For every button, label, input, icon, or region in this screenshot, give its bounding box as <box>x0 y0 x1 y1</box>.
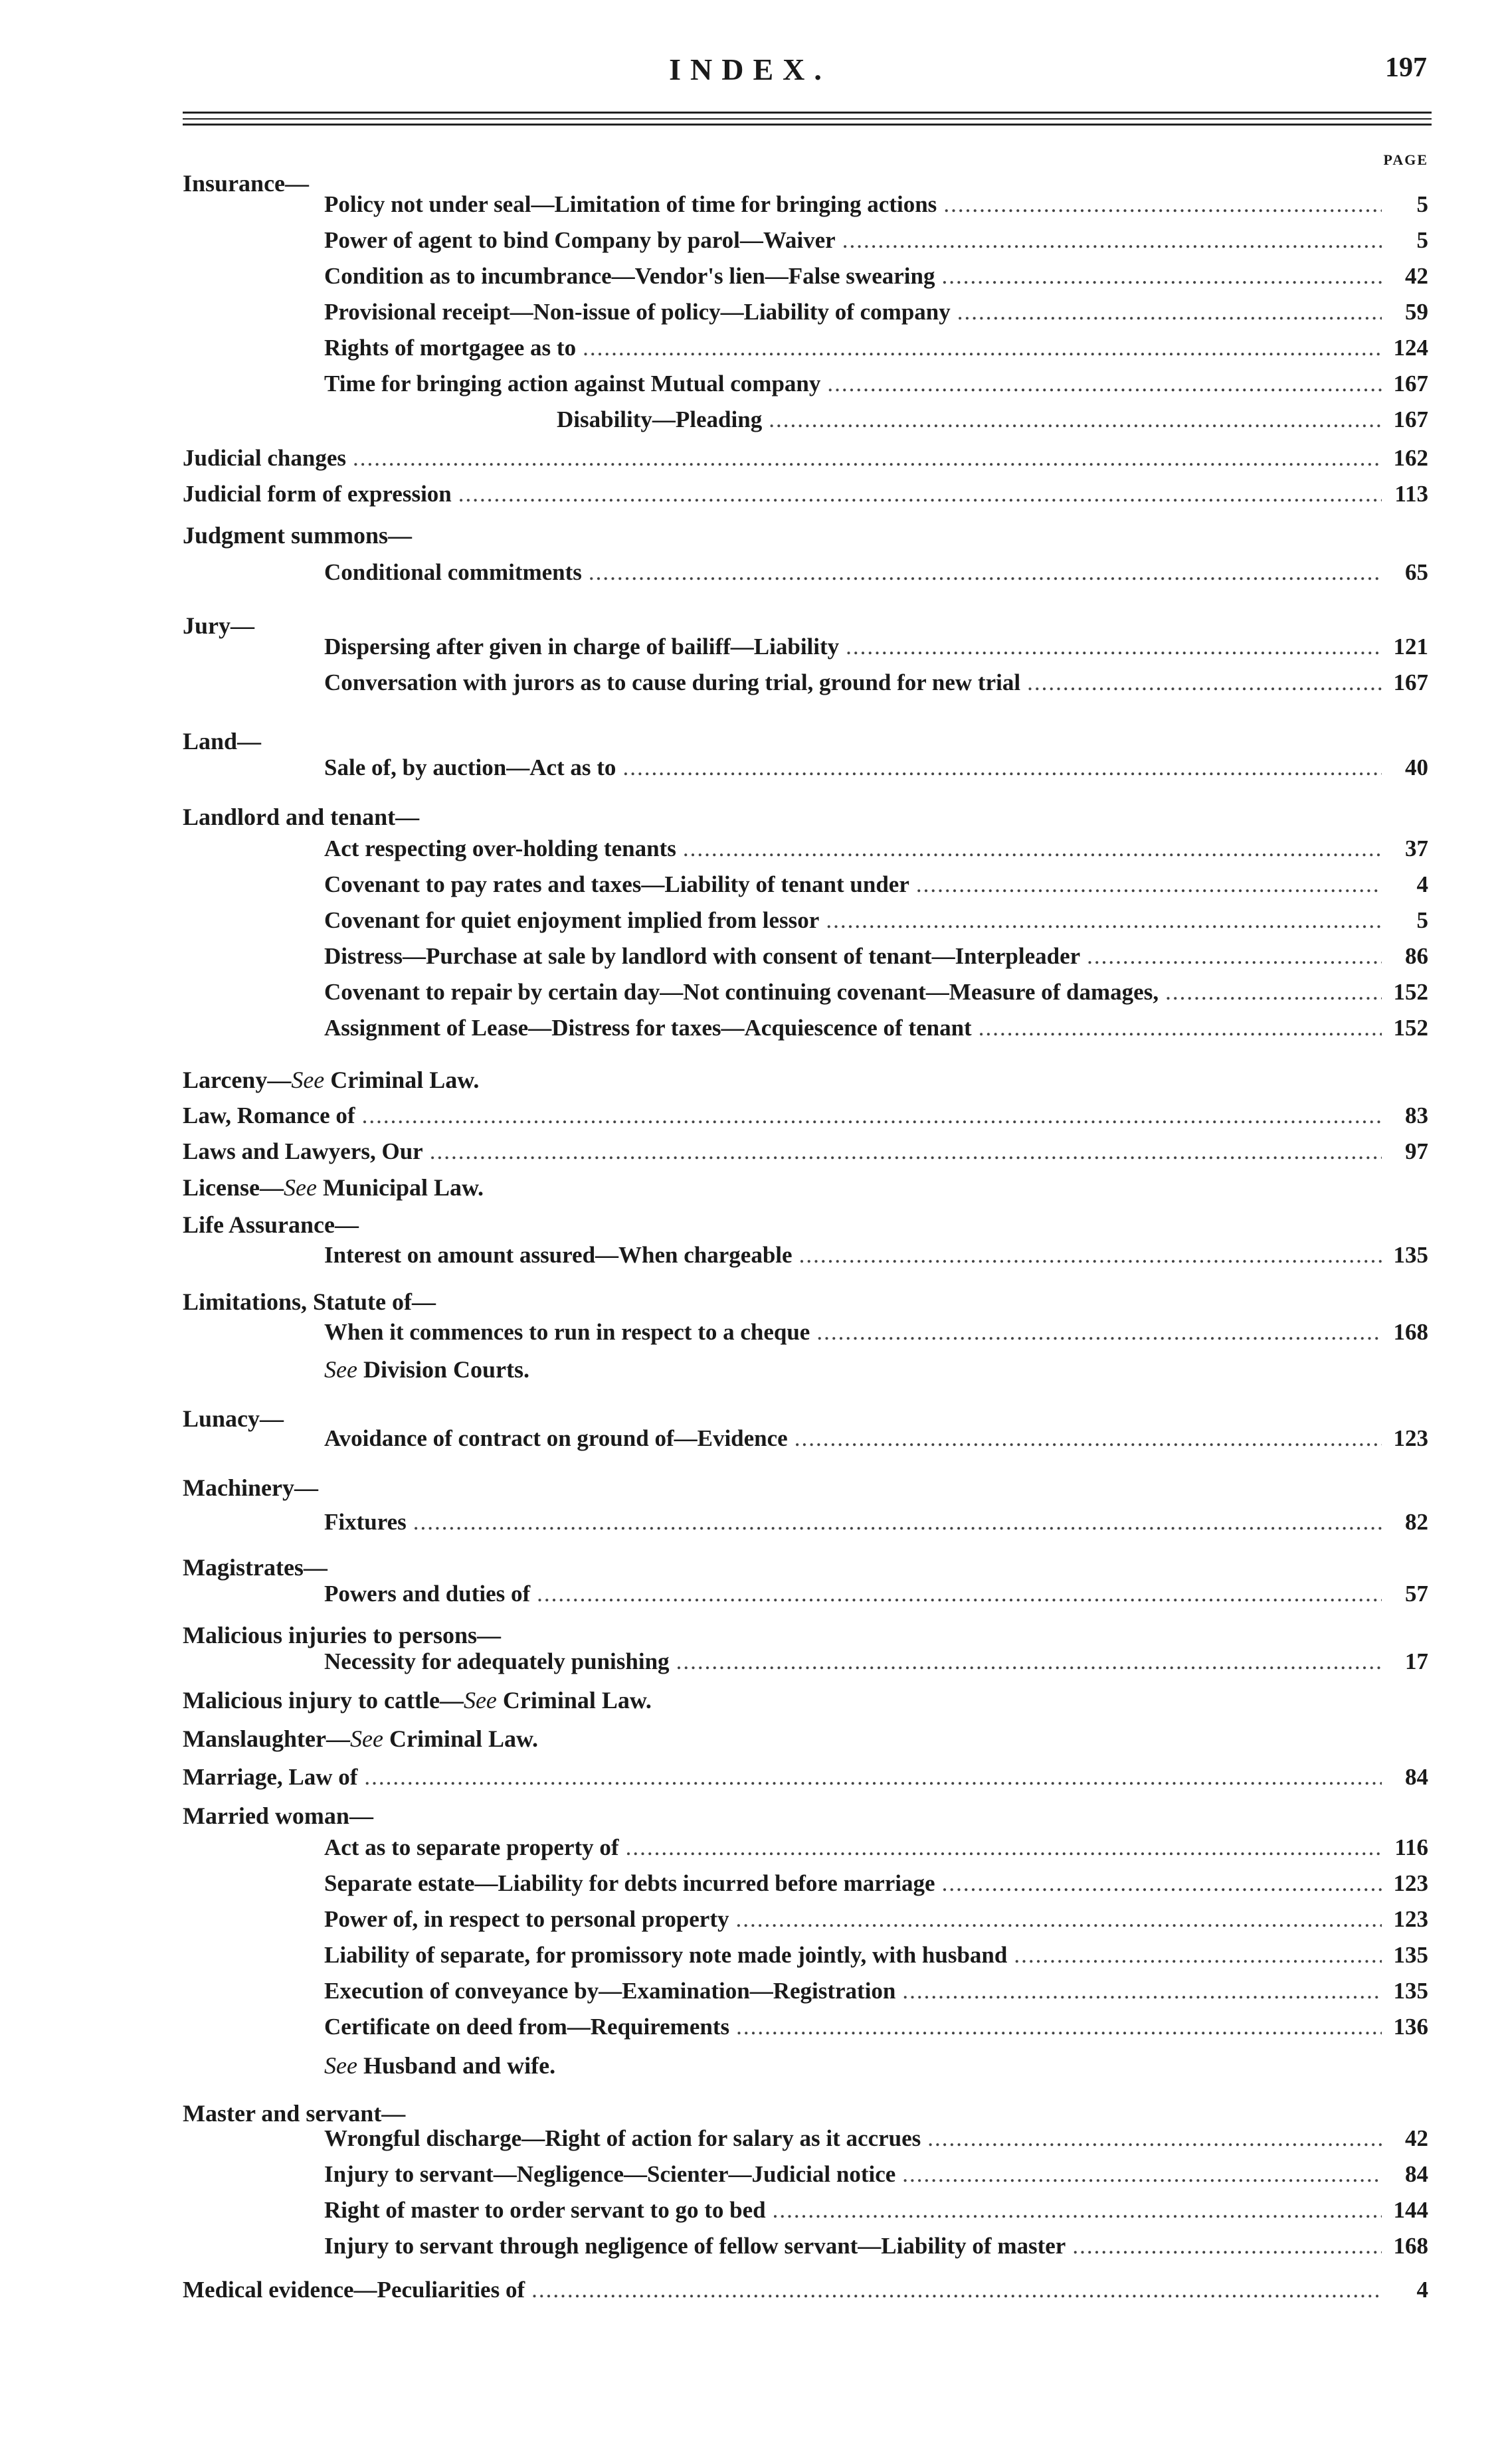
page-ref: 5 <box>1416 191 1428 217</box>
index-heading: Lunacy— <box>183 1405 284 1432</box>
dot-leader <box>364 1760 1382 1795</box>
dot-leader <box>626 1830 1382 1865</box>
page-ref: 123 <box>1393 1425 1428 1451</box>
dot-leader <box>1027 665 1382 700</box>
index-entry: Wrongful discharge—Right of action for salary as it accrues ..... 42 <box>324 2121 1428 2156</box>
dot-leader <box>799 1238 1382 1273</box>
page-ref: 65 <box>1405 559 1428 585</box>
dot-leader <box>769 402 1382 437</box>
dot-leader <box>736 1902 1382 1937</box>
index-heading: Landlord and tenant— <box>183 804 420 830</box>
page-ref: 97 <box>1405 1138 1428 1164</box>
index-entry: Covenant to repair by certain day—Not continuing covenant—Measure of damages, ..... 152 <box>324 975 1428 1010</box>
index-entry: Medical evidence—Peculiarities of ..... 4 <box>183 2273 1428 2307</box>
page-ref: 82 <box>1405 1509 1428 1535</box>
page-ref: 167 <box>1393 406 1428 432</box>
dot-leader <box>827 367 1382 401</box>
index-entry: Power of, in respect to personal property ..... 123 <box>324 1902 1428 1937</box>
index-entry: Policy not under seal—Limitation of time for bringing actions ..... 5 <box>324 187 1428 222</box>
dot-leader <box>458 477 1382 511</box>
dot-leader <box>773 2193 1382 2228</box>
page-column-heading: PAGE <box>1383 151 1428 168</box>
dot-leader <box>795 1421 1382 1456</box>
dot-leader <box>927 2121 1382 2156</box>
page-ref: 37 <box>1405 836 1428 861</box>
dot-leader <box>413 1505 1382 1540</box>
index-heading: Judgment summons— <box>183 522 413 549</box>
page-ref: 144 <box>1393 2197 1428 2223</box>
dot-leader <box>531 2273 1382 2307</box>
page-ref: 4 <box>1416 871 1428 897</box>
dot-leader <box>916 867 1382 902</box>
page-ref: 42 <box>1405 263 1428 289</box>
index-entry: Conditional commitments ..... 65 <box>324 555 1428 590</box>
index-heading: Malicious injuries to persons— <box>183 1622 502 1648</box>
index-entry: Marriage, Law of ..... 84 <box>183 1760 1428 1795</box>
dot-leader <box>842 223 1382 258</box>
index-entry: When it commences to run in respect to a cheque ..... 168 <box>324 1315 1428 1350</box>
index-heading: Master and servant— <box>183 2100 406 2127</box>
dot-leader <box>362 1099 1382 1133</box>
header-rule <box>183 118 1432 120</box>
dot-leader <box>826 903 1382 938</box>
index-entry: Act as to separate property of ..... 116 <box>324 1830 1428 1865</box>
dot-leader <box>816 1315 1382 1350</box>
index-entry: Separate estate—Liability for debts incurred before marriage ..... 123 <box>324 1866 1428 1901</box>
dot-leader <box>942 1866 1382 1901</box>
dot-leader <box>676 1644 1382 1679</box>
index-heading: Magistrates— <box>183 1554 328 1581</box>
dot-leader <box>1014 1938 1382 1973</box>
dot-leader <box>957 295 1382 329</box>
dot-leader <box>583 331 1382 365</box>
page-ref: 162 <box>1393 445 1428 471</box>
page-title: INDEX. <box>669 52 831 86</box>
cross-reference: License—See Municipal Law. <box>183 1174 484 1201</box>
index-entry: Power of agent to bind Company by parol—Waiver ..... 5 <box>324 223 1428 258</box>
page-ref: 116 <box>1394 1834 1428 1860</box>
page-ref: 84 <box>1405 2161 1428 2187</box>
page-ref: 123 <box>1393 1906 1428 1932</box>
page-ref: 83 <box>1405 1102 1428 1128</box>
page-ref: 4 <box>1416 2277 1428 2303</box>
page-ref: 167 <box>1393 669 1428 695</box>
page-ref: 5 <box>1416 227 1428 253</box>
page-ref: 86 <box>1405 943 1428 969</box>
index-heading: Jury— <box>183 612 254 639</box>
dot-leader <box>941 259 1382 294</box>
index-entry: Assignment of Lease—Distress for taxes—Acquiescence of tenant ..... 152 <box>324 1011 1428 1045</box>
index-entry: Disability—Pleading ..... 167 <box>557 402 1428 437</box>
dot-leader <box>589 555 1382 590</box>
index-heading: Land— <box>183 728 262 754</box>
dot-leader <box>430 1134 1382 1169</box>
page-ref: 152 <box>1393 1015 1428 1041</box>
index-heading: Life Assurance— <box>183 1211 359 1238</box>
header-rule <box>183 124 1432 126</box>
index-entry: Certificate on deed from—Requirements ..... 136 <box>324 2010 1428 2044</box>
page-ref: 124 <box>1393 335 1428 361</box>
page-ref: 135 <box>1393 1978 1428 2004</box>
index-entry: Interest on amount assured—When chargeable ..... 135 <box>324 1238 1428 1273</box>
cross-reference: See Division Courts. <box>324 1356 529 1383</box>
index-entry: Dispersing after given in charge of bailiff—Liability ..... 121 <box>324 630 1428 664</box>
index-entry: Covenant to pay rates and taxes—Liability of tenant under ..... 4 <box>324 867 1428 902</box>
index-entry: Execution of conveyance by—Examination—Registration ..... 135 <box>324 1974 1428 2008</box>
dot-leader <box>1087 939 1382 974</box>
dot-leader <box>902 2157 1382 2192</box>
page-ref: 5 <box>1416 907 1428 933</box>
dot-leader <box>943 187 1382 222</box>
index-entry: Liability of separate, for promissory note made jointly, with husband ..... 135 <box>324 1938 1428 1973</box>
header-rule <box>183 112 1432 114</box>
dot-leader <box>1072 2229 1382 2263</box>
dot-leader <box>1165 975 1382 1010</box>
page-ref: 123 <box>1393 1870 1428 1896</box>
index-entry: Injury to servant through negligence of fellow servant—Liability of master ..... 168 <box>324 2229 1428 2263</box>
page-ref: 121 <box>1393 634 1428 660</box>
index-entry: Powers and duties of ..... 57 <box>324 1577 1428 1611</box>
page-ref: 152 <box>1393 979 1428 1005</box>
index-entry: Right of master to order servant to go to bed ..... 144 <box>324 2193 1428 2228</box>
page-number: 197 <box>1385 52 1427 83</box>
index-entry: Provisional receipt—Non-issue of policy—Liability of company ..... 59 <box>324 295 1428 329</box>
cross-reference: Manslaughter—See Criminal Law. <box>183 1725 538 1752</box>
page-ref: 40 <box>1405 754 1428 780</box>
index-heading: Limitations, Statute of— <box>183 1288 436 1315</box>
page-ref: 168 <box>1393 2233 1428 2259</box>
index-entry: Distress—Purchase at sale by landlord with consent of tenant—Interpleader ..... 86 <box>324 939 1428 974</box>
index-entry: Act respecting over-holding tenants ..... 37 <box>324 832 1428 866</box>
page-ref: 168 <box>1393 1319 1428 1345</box>
cross-reference: Larceny—See Criminal Law. <box>183 1067 480 1093</box>
page-ref: 135 <box>1393 1942 1428 1968</box>
dot-leader <box>846 630 1382 664</box>
dot-leader <box>537 1577 1382 1611</box>
page-ref: 57 <box>1405 1581 1428 1607</box>
index-entry: Fixtures ..... 82 <box>324 1505 1428 1540</box>
page-ref: 59 <box>1405 299 1428 325</box>
dot-leader <box>902 1974 1382 2008</box>
dot-leader <box>622 750 1382 785</box>
cross-reference: Malicious injury to cattle—See Criminal Law. <box>183 1687 652 1714</box>
page-ref: 167 <box>1393 371 1428 396</box>
page-ref: 42 <box>1405 2125 1428 2151</box>
index-entry: Laws and Lawyers, Our ..... 97 <box>183 1134 1428 1169</box>
page-ref: 17 <box>1405 1648 1428 1674</box>
page-ref: 84 <box>1405 1764 1428 1790</box>
index-heading: Married woman— <box>183 1803 373 1829</box>
index-heading: Insurance— <box>183 170 310 197</box>
cross-reference: See Husband and wife. <box>324 2052 556 2079</box>
dot-leader <box>683 832 1382 866</box>
index-heading: Machinery— <box>183 1474 318 1501</box>
page-ref: 136 <box>1393 2014 1428 2040</box>
index-entry: Covenant for quiet enjoyment implied from lessor ..... 5 <box>324 903 1428 938</box>
index-entry: Necessity for adequately punishing ..... 17 <box>324 1644 1428 1679</box>
page-ref: 113 <box>1394 481 1428 507</box>
index-entry: Law, Romance of ..... 83 <box>183 1099 1428 1133</box>
index-entry: Conversation with jurors as to cause during trial, ground for new trial ..... 167 <box>324 665 1428 700</box>
dot-leader <box>736 2010 1382 2044</box>
dot-leader <box>979 1011 1382 1045</box>
page-ref: 135 <box>1393 1242 1428 1268</box>
index-entry: Avoidance of contract on ground of—Evidence ..... 123 <box>324 1421 1428 1456</box>
index-entry: Judicial changes ..... 162 <box>183 441 1428 476</box>
dot-leader <box>353 441 1382 476</box>
index-entry: Judicial form of expression ..... 113 <box>183 477 1428 511</box>
index-entry: Time for bringing action against Mutual company ..... 167 <box>324 367 1428 401</box>
index-entry: Sale of, by auction—Act as to ..... 40 <box>324 750 1428 785</box>
index-entry: Condition as to incumbrance—Vendor's lien—False swearing ..... 42 <box>324 259 1428 294</box>
index-entry: Rights of mortgagee as to ..... 124 <box>324 331 1428 365</box>
index-entry: Injury to servant—Negligence—Scienter—Judicial notice ..... 84 <box>324 2157 1428 2192</box>
